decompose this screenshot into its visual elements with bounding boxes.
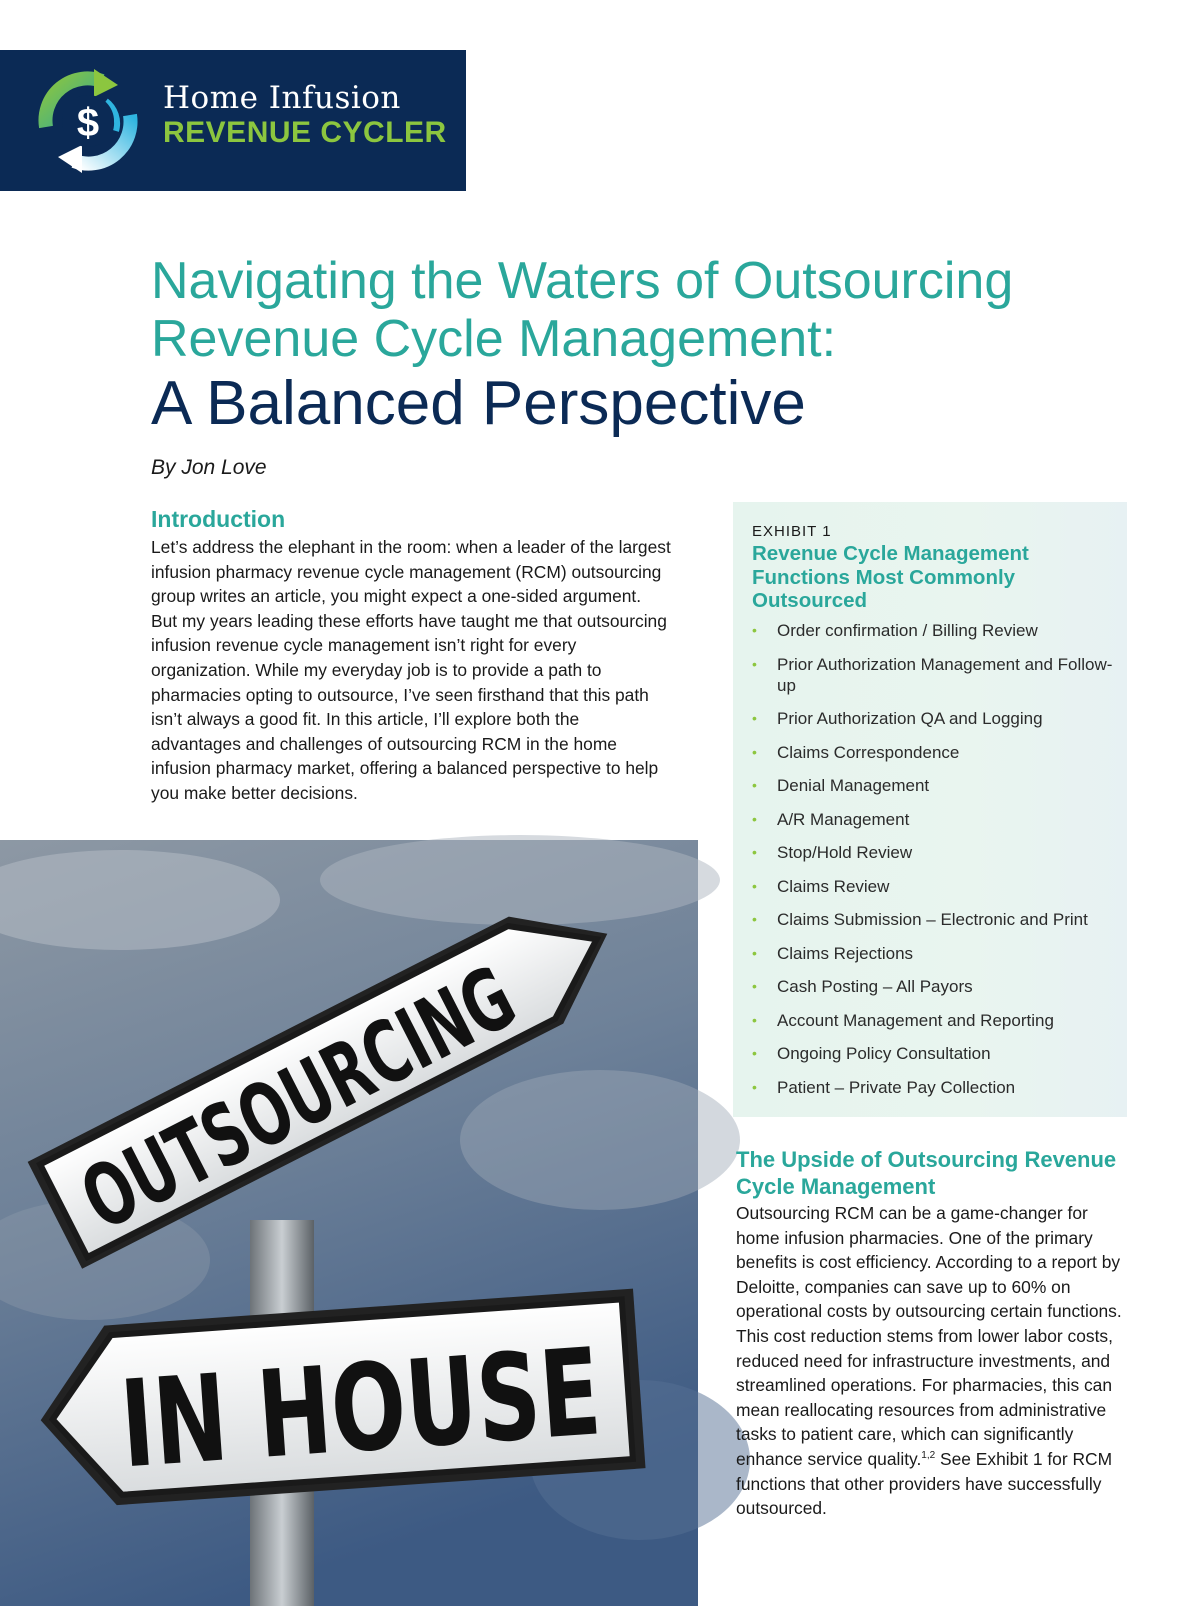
bullet-icon: • [752, 1078, 757, 1095]
upside-heading: The Upside of Outsourcing Revenue Cycle Management [736, 1147, 1117, 1199]
brand-wordmark [163, 80, 447, 149]
list-item: • Stop/Hold Review [752, 843, 913, 862]
sign-outsourcing: OUTSOURCING [66, 838, 745, 1251]
bullet-icon: • [752, 978, 757, 994]
bullet-icon: • [752, 944, 757, 961]
exhibit-box [733, 502, 1127, 1117]
dollar-cycle-icon [32, 65, 144, 177]
list-item: • A/R Management [752, 809, 910, 829]
exhibit-list [752, 620, 1122, 1110]
article-title [151, 252, 1151, 440]
bullet-icon: • [752, 877, 757, 894]
upside-paragraph: Outsourcing RCM can be a game-changer for home infusion pharmacies. One of the primary benefits is cost efficiency. According to a report by Deloitte, companies can save up to 60% on operational costs by outsourcing certain functions. This cost reduction stems from lower labor costs, reduced need for infrastructure investments, and streamlined operations. For pharmacies, this can mean reallocating resources from administrative tasks to patient care, which can significantly enhance service quality.$^{1,2}$ See Exhibit 1 for RCM functions that other providers have successfully outsourced. [736, 1203, 1122, 1519]
intro-paragraph: Let’s address the elephant in the room: when a leader of the largest infusion pharmacy revenue cycle management (RCM) outsourcing group writes an article, you might expect a one-sided argument. But my years leading these efforts have taught me that outsourcing infusion revenue cycle management isn’t right for every organization. While my everyday job is to provide a path to pharmacies opting to outsource, I’ve seen firsthand that this path isn’t always a good fit. In this article, I’ll explore both the advantages and challenges of outsourcing RCM in the home infusion pharmacy market, offering a balanced perspective to help you make better decisions. [151, 537, 671, 803]
bullet-icon: • [752, 810, 757, 827]
bullet-icon: • [752, 911, 757, 927]
signpost-photo [0, 838, 780, 1606]
title-line-2: Revenue Cycle Management: [151, 310, 837, 368]
exhibit-label: EXHIBIT 1 [752, 523, 832, 540]
list-item: • Order confirmation / Billing Review [752, 621, 1038, 640]
footnote-ref: 1,2 [921, 1450, 936, 1462]
bullet-icon: • [752, 622, 757, 638]
list-item: • Claims Review [752, 876, 890, 896]
list-item: • Cash Posting – All Payors [752, 977, 973, 996]
list-item: • Claims Submission – Electronic and Print [752, 910, 1088, 929]
list-item: • Patient – Private Pay Collection [752, 1077, 1016, 1097]
title-line-1: Navigating the Waters of Outsourcing [151, 252, 1014, 310]
exhibit-title: Revenue Cycle Management Functions Most Commonly Outsourced [752, 542, 1029, 612]
sign-in-house: IN HOUSE [116, 1311, 780, 1496]
brand-name-bottom: REVENUE CYCLER [163, 116, 447, 149]
bullet-icon: • [752, 1045, 757, 1061]
bullet-icon: • [752, 710, 757, 726]
list-item: • Account Management and Reporting [752, 1010, 1054, 1030]
bullet-icon: • [752, 777, 757, 793]
list-item: • Claims Rejections [752, 943, 914, 963]
byline: By Jon Love [151, 456, 267, 479]
bullet-icon: • [752, 1011, 757, 1028]
intro-heading: Introduction [151, 506, 286, 532]
list-item: • Prior Authorization Management and Follow-up [752, 654, 1113, 695]
bullet-icon: • [752, 743, 757, 760]
svg-text:$: $ [76, 101, 100, 145]
list-item: • Ongoing Policy Consultation [752, 1044, 991, 1063]
bullet-icon: • [752, 655, 757, 672]
title-line-3: A Balanced Perspective [151, 369, 806, 438]
brand-banner [0, 50, 466, 191]
list-item: • Claims Correspondence [752, 742, 960, 762]
list-item: • Prior Authorization QA and Logging [752, 709, 1043, 728]
signpost-illustration [0, 838, 780, 1606]
list-item: • Denial Management [752, 776, 930, 795]
brand-name-top: Home Infusion [163, 80, 401, 116]
bullet-icon: • [752, 844, 757, 860]
